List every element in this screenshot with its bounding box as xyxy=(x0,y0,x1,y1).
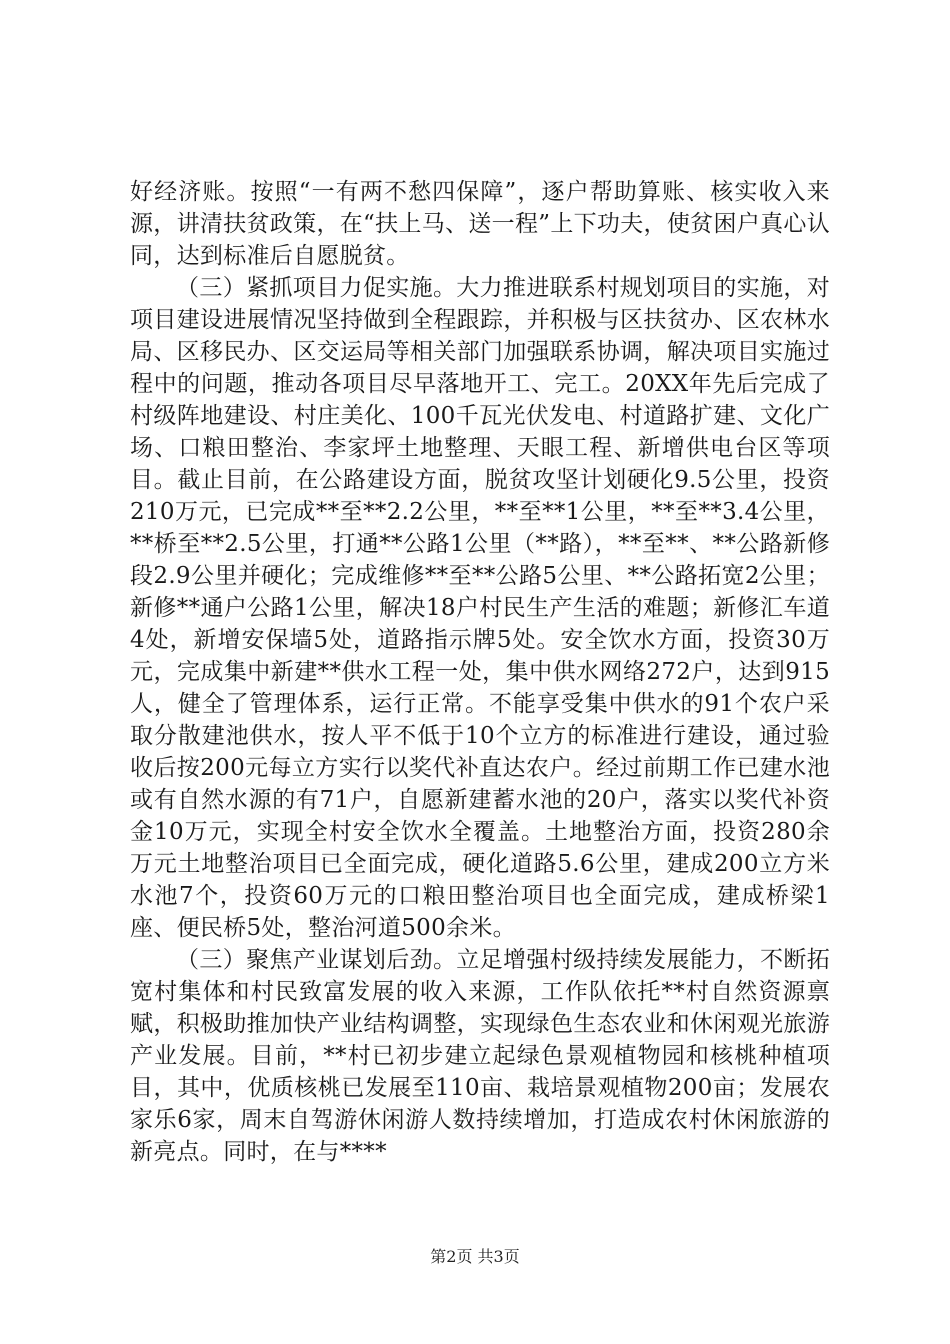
page-number-footer: 第2页 共3页 xyxy=(430,1247,520,1266)
paragraph-project-implementation: （三）紧抓项目力促实施。大力推进联系村规划项目的实施，对项目建设进展情况坚持做到全程跟踪，并积极与区扶贫办、区农林水局、区移民办、区交运局等相关部门加强联系协调，解决项目实施过程中的问题，推动各项目尽早落地开工、完工。20XX年先后完成了村级阵地建设、村庄美化、100千瓦光伏发电、村道路扩建、文化广场、口粮田整治、李家坪土地整理、天眼工程、新增供电台区等项目。截止目前，在公路建设方面，脱贫攻坚计划硬化9.5公里，投资210万元，已完成**至**2.2公里，**至**1公里，**至**3.4公里，**桥至**2.5公里，打通**公路1公里（**路），**至**、**公路新修段2.9公里并硬化；完成维修**至**公路5公里、**公路拓宽2公里；新修**通户公路1公里，解决18户村民生产生活的难题；新修汇车道4处，新增安保墙5处，道路指示牌5处。安全饮水方面，投资30万元，完成集中新建**供水工程一处，集中供水网络272户，达到915人，健全了管理体系，运行正常。不能享受集中供水的91个农户采取分散建池供水，按人平不低于10个立方的标准进行建设，通过验收后按200元每立方实行以奖代补直达农户。经过前期工作已建水池或有自然水源的有71户，自愿新建蓄水池的20户，落实以奖代补资金10万元，实现全村安全饮水全覆盖。土地整治方面，投资280余万元土地整治项目已全面完成，硬化道路5.6公里，建成200立方米水池7个，投资60万元的口粮田整治项目也全面完成，建成桥梁1座、便民桥5处，整治河道500余米。 xyxy=(130,275,830,941)
paragraph-continuation: 好经济账。按照“一有两不愁四保障”，逐户帮助算账、核实收入来源，讲清扶贫政策，在“扶上马、送一程”上下功夫，使贫困户真心认同，达到标准后自愿脱贫。 xyxy=(130,179,830,269)
document-body xyxy=(130,176,830,1168)
paragraph-industry-planning: （三）聚焦产业谋划后劲。立足增强村级持续发展能力，不断拓宽村集体和村民致富发展的收入来源，工作队依托**村自然资源禀赋，积极助推加快产业结构调整，实现绿色生态农业和休闲观光旅游产业发展。目前，**村已初步建立起绿色景观植物园和核桃种植项目，其中，优质核桃已发展至110亩、栽培景观植物200亩；发展农家乐6家，周末自驾游休闲游人数持续增加，打造成农村休闲旅游的新亮点。同时，在与**** xyxy=(130,947,830,1165)
